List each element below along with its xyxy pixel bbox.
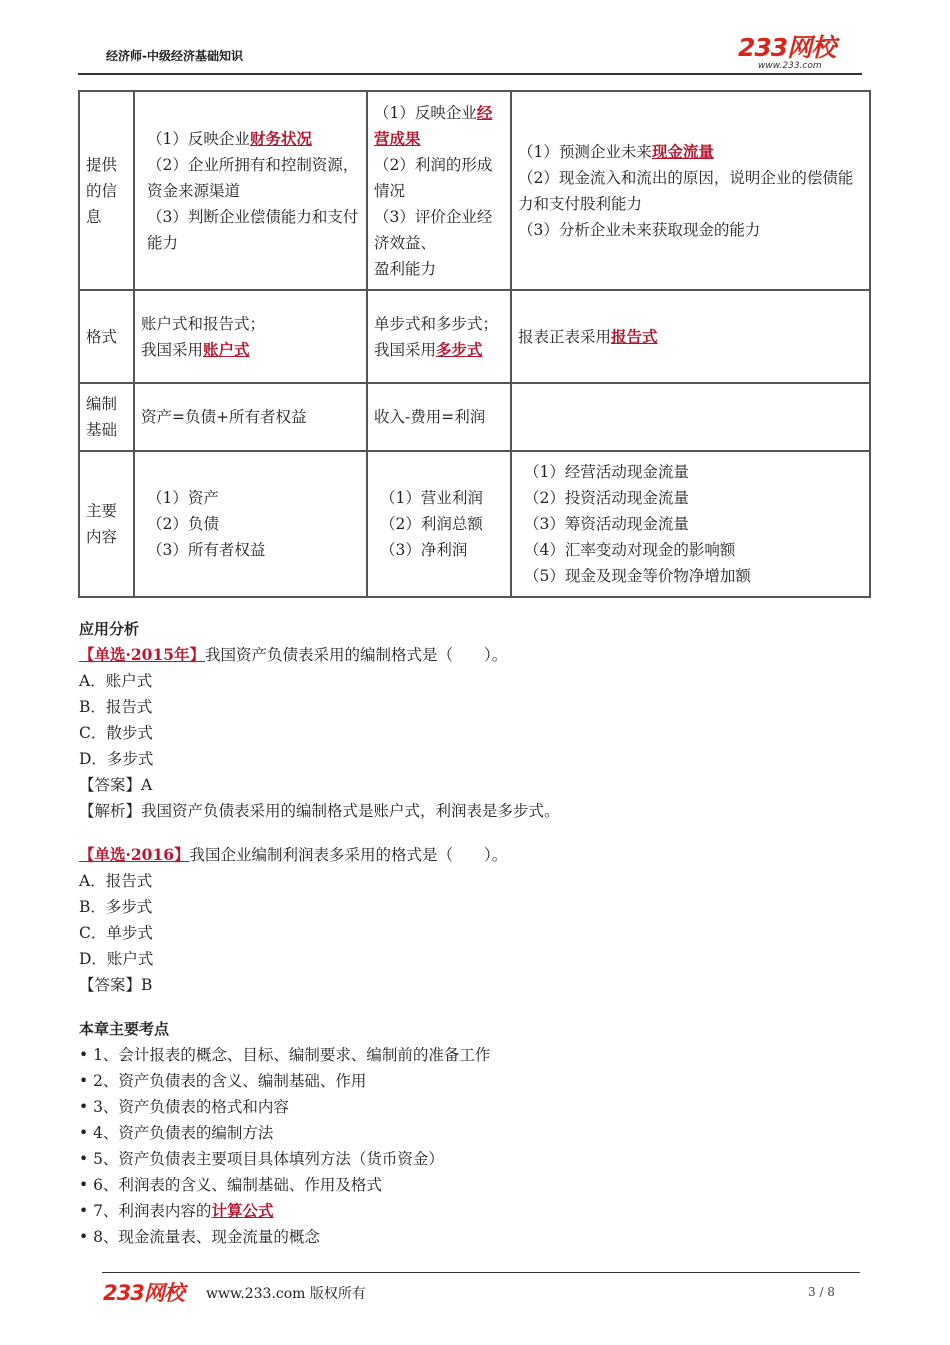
list-item: • 5、资产负债表主要项目具体填列方法（货币资金） [79,1150,444,1168]
highlight-text: 报告式 [611,326,658,346]
row-head: 主要内容 [79,451,134,597]
page-number: 3 / 8 [808,1285,835,1299]
row-head: 提供的信息 [79,91,134,290]
table-cell [511,383,870,451]
option: A．账户式 [79,672,153,690]
cell-text: 报表正表采用 [518,327,612,346]
explanation: 【解析】我国资产负债表采用的编制格式是账户式，利润表是多步式。 [79,802,560,820]
cell-text: （4）汇率变动对现金的影响额 [524,541,736,559]
table-cell [511,91,870,290]
footer-rule [102,1272,860,1273]
cell-text: （3）判断企业偿债能力和支付能力 [147,207,359,252]
table-cell [511,451,870,597]
comparison-table [78,90,871,598]
list-item: • 3、资产负债表的格式和内容 [79,1098,289,1116]
table-cell [367,290,511,383]
highlight-text: 计算公式 [211,1201,274,1220]
answer: 【答案】A [79,776,153,794]
table-row [79,91,870,290]
answer: 【答案】B [79,976,153,994]
table-cell [511,290,870,383]
cell-text: （3）评价企业经济效益、 [374,207,493,252]
table-row [79,383,870,451]
table-cell [134,290,367,383]
option: C．散步式 [79,724,153,742]
option: B．多步式 [79,898,153,916]
list-item: • 7、利润表内容的 [79,1202,212,1220]
list-item: • 4、资产负债表的编制方法 [79,1124,274,1142]
cell-text: （3）筹资活动现金流量 [524,515,689,533]
row-head: 格式 [79,290,134,383]
cell-text: 单步式和多步式； [374,314,499,333]
question-tag: 【单选·2015年】 [79,645,206,664]
question-2 [79,842,507,998]
header-title: 经济师-中级经济基础知识 [106,49,243,63]
question-tag: 【单选·2016】 [79,845,190,864]
table-cell [134,91,367,290]
highlight-text: 经营成果 [374,102,493,148]
cell-text: （1）反映企业 [147,129,250,148]
cell-text: 我国采用 [141,340,204,359]
cell-text: （1）反映企业 [374,103,477,122]
cell-text: （3）分析企业未来获取现金的能力 [518,220,761,239]
table-cell [134,451,367,597]
cell-text: （2）企业所拥有和控制资源，资金来源渠道 [147,155,359,200]
header-rule [78,73,862,75]
table-row [79,451,870,597]
cell-text: （1）经营活动现金流量 [524,463,689,481]
highlight-text: 账户式 [203,339,250,359]
table-cell: 资产=负债+所有者权益 [134,383,367,451]
cell-text: （1）营业利润 [380,489,483,507]
cell-text: 盈利能力 [374,259,437,278]
list-item: • 6、利润表的含义、编制基础、作用及格式 [79,1176,382,1194]
option: D．多步式 [79,750,154,768]
cell-text: （2）投资活动现金流量 [524,489,689,507]
brand-logo[interactable] [738,35,853,73]
cell-text: （2）负债 [147,515,219,533]
list-item: • 1、会计报表的概念、目标、编制要求、编制前的准备工作 [79,1046,491,1064]
cell-text: （5）现金及现金等价物净增加额 [524,567,751,585]
table-cell: 收入-费用=利润 [367,383,511,451]
footer-copyright: www.233.com 版权所有 [206,1286,366,1302]
cell-text: （1）资产 [147,489,219,507]
cell-text: （2）现金流入和流出的原因，说明企业的偿债能力和支付股利能力 [518,168,854,213]
option: B．报告式 [79,698,153,716]
highlight-text: 现金流量 [651,141,714,161]
option: D．账户式 [79,950,154,968]
cell-text: （3）净利润 [380,541,468,559]
row-head: 编制基础 [79,383,134,451]
logo-text: 233网校 [738,33,836,62]
section-title: 应用分析 [79,620,140,638]
option: A．报告式 [79,872,153,890]
question-stem: 我国资产负债表采用的编制格式是（ ）。 [205,646,508,664]
footer-logo[interactable]: 233网校 [103,1281,184,1305]
table-cell [367,91,511,290]
cell-text: （3）所有者权益 [147,541,266,559]
option: C．单步式 [79,924,153,942]
highlight-text: 财务状况 [249,128,312,148]
logo-url: www.233.com [758,61,822,71]
cell-text: （2）利润的形成情况 [374,155,493,200]
cell-text: 我国采用 [374,340,437,359]
question-stem: 我国企业编制利润表多采用的格式是（ ）。 [189,846,508,864]
cell-text: （1）预测企业未来 [518,142,652,161]
list-item: • 2、资产负债表的含义、编制基础、作用 [79,1072,367,1090]
list-item: • 8、现金流量表、现金流量的概念 [79,1228,320,1246]
keypoints-section [79,1016,490,1250]
cell-text: 账户式和报告式； [141,314,266,333]
analysis-section [79,616,560,824]
section-title: 本章主要考点 [79,1020,170,1038]
table-row [79,290,870,383]
highlight-text: 多步式 [436,339,483,359]
table-cell [367,451,511,597]
cell-text: （2）利润总额 [380,515,483,533]
